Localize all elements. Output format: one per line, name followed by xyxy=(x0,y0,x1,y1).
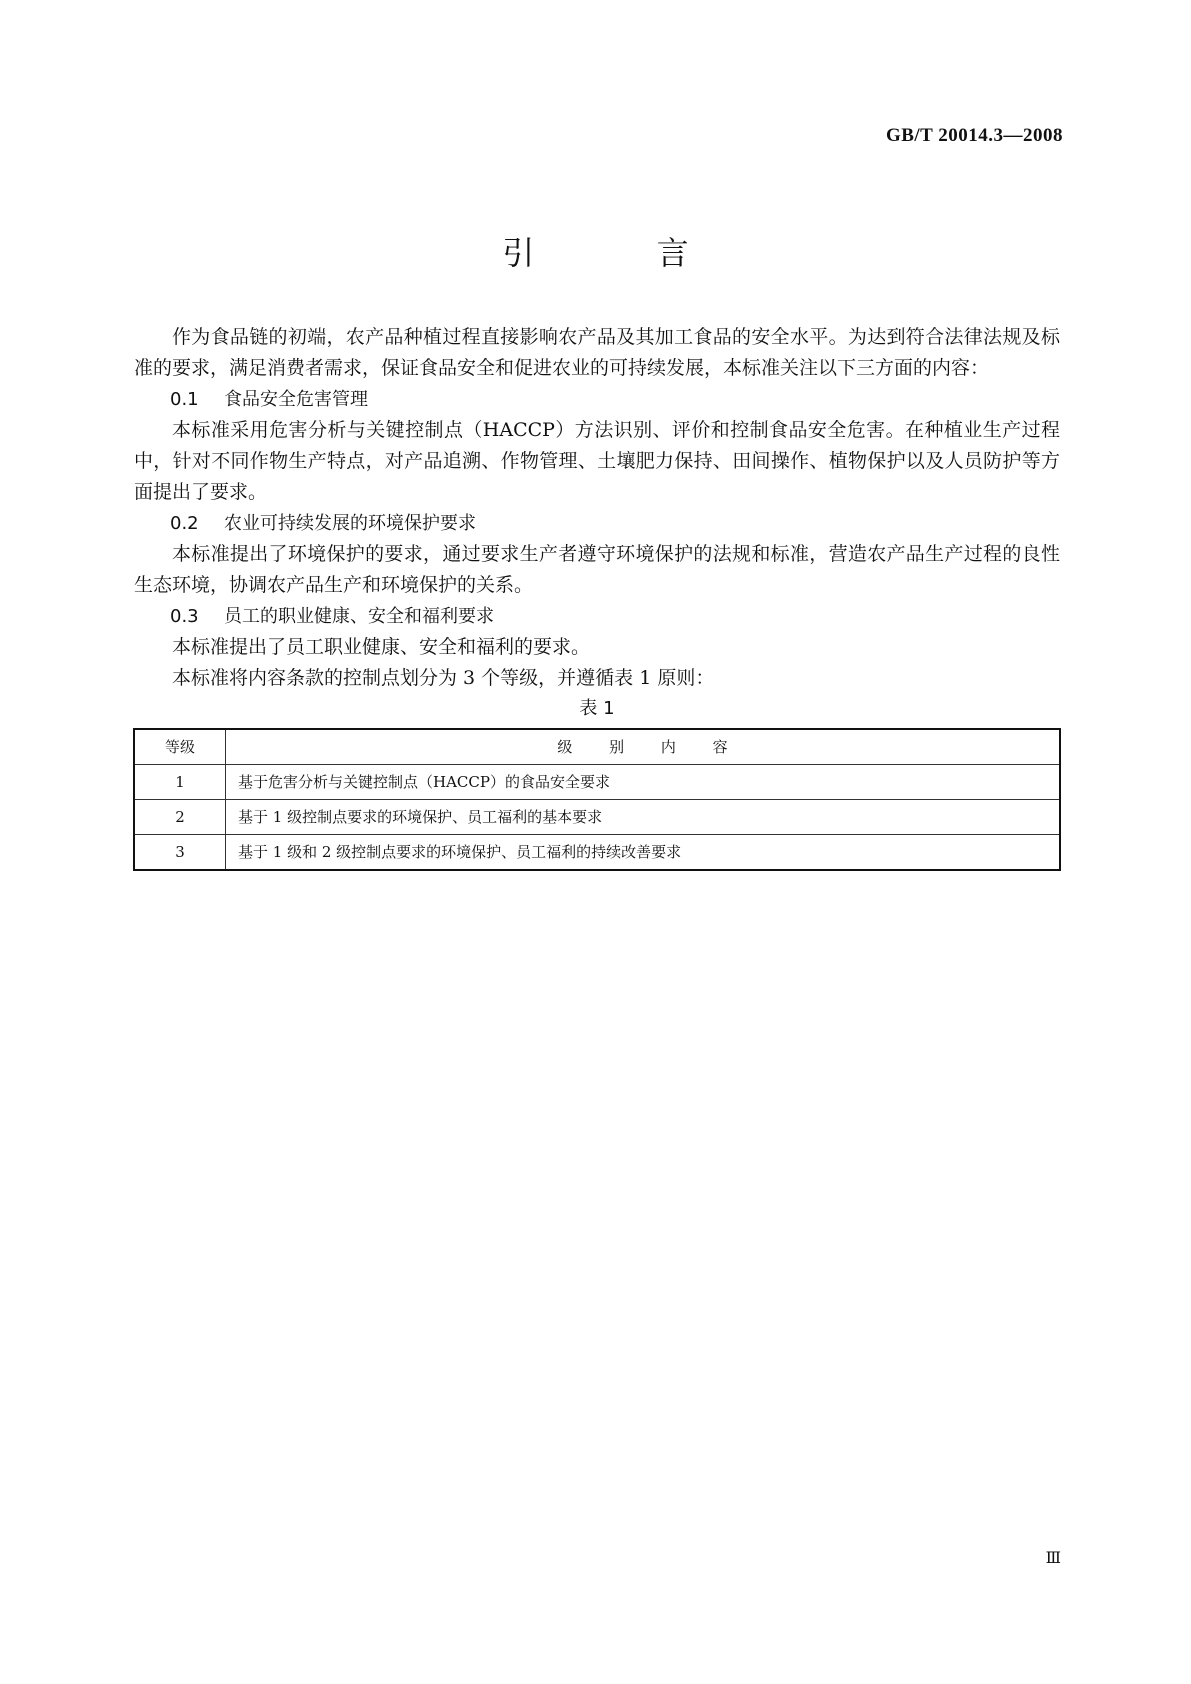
section-heading-0-2 xyxy=(134,508,1060,539)
table-cell-content: 基于 1 级和 2 级控制点要求的环境保护、员工福利的持续改善要求 xyxy=(226,835,1061,871)
table-row xyxy=(134,800,1060,835)
page-title: 引 言 xyxy=(502,234,745,272)
table-cell-level: 1 xyxy=(134,765,226,800)
section-paragraph-0-3: 本标准提出了员工职业健康、安全和福利的要求。 xyxy=(172,636,591,658)
section-title: 农业可持续发展的环境保护要求 xyxy=(224,513,476,534)
document-body xyxy=(134,322,1060,871)
section-heading-0-3 xyxy=(134,601,1060,632)
section-title: 员工的职业健康、安全和福利要求 xyxy=(224,606,494,627)
table-cell-level: 2 xyxy=(134,800,226,835)
intro-paragraph: 作为食品链的初端，农产品种植过程直接影响农产品及其加工食品的安全水平。为达到符合法律法规及标准的要求，满足消费者需求，保证食品安全和促进农业的可持续发展，本标准关注以下三方面的内容： xyxy=(134,326,1060,379)
section-paragraph-0-1: 本标准采用危害分析与关键控制点（HACCP）方法识别、评价和控制食品安全危害。在种植业生产过程中，针对不同作物生产特点，对产品追溯、作物管理、土壤肥力保持、田间操作、植物保护以及人员防护等方面提出了要求。 xyxy=(134,419,1060,503)
column-header-level: 等级 xyxy=(134,729,226,765)
table-header-row xyxy=(134,729,1060,765)
table-row xyxy=(134,765,1060,800)
section-number: 0.1 xyxy=(170,389,199,410)
table-cell-content: 基于 1 级控制点要求的环境保护、员工福利的基本要求 xyxy=(226,800,1061,835)
section-number: 0.2 xyxy=(170,513,199,534)
section-heading-0-1 xyxy=(134,384,1060,415)
section-paragraph-0-2: 本标准提出了环境保护的要求，通过要求生产者遵守环境保护的法规和标准，营造农产品生产过程的良性生态环境，协调农产品生产和环境保护的关系。 xyxy=(134,543,1060,596)
table-cell-content: 基于危害分析与关键控制点（HACCP）的食品安全要求 xyxy=(226,765,1061,800)
page-number: Ⅲ xyxy=(1045,1550,1061,1567)
table-row xyxy=(134,835,1060,871)
standard-code: GB/T 20014.3—2008 xyxy=(885,125,1063,146)
table-cell-level: 3 xyxy=(134,835,226,871)
column-header-content: 级 别 内 容 xyxy=(226,729,1061,765)
section-number: 0.3 xyxy=(170,606,199,627)
levels-table xyxy=(133,728,1061,871)
table-intro-paragraph: 本标准将内容条款的控制点划分为 3 个等级，并遵循表 1 原则： xyxy=(172,667,715,689)
table-caption: 表 1 xyxy=(579,698,615,719)
section-title: 食品安全危害管理 xyxy=(224,389,368,410)
